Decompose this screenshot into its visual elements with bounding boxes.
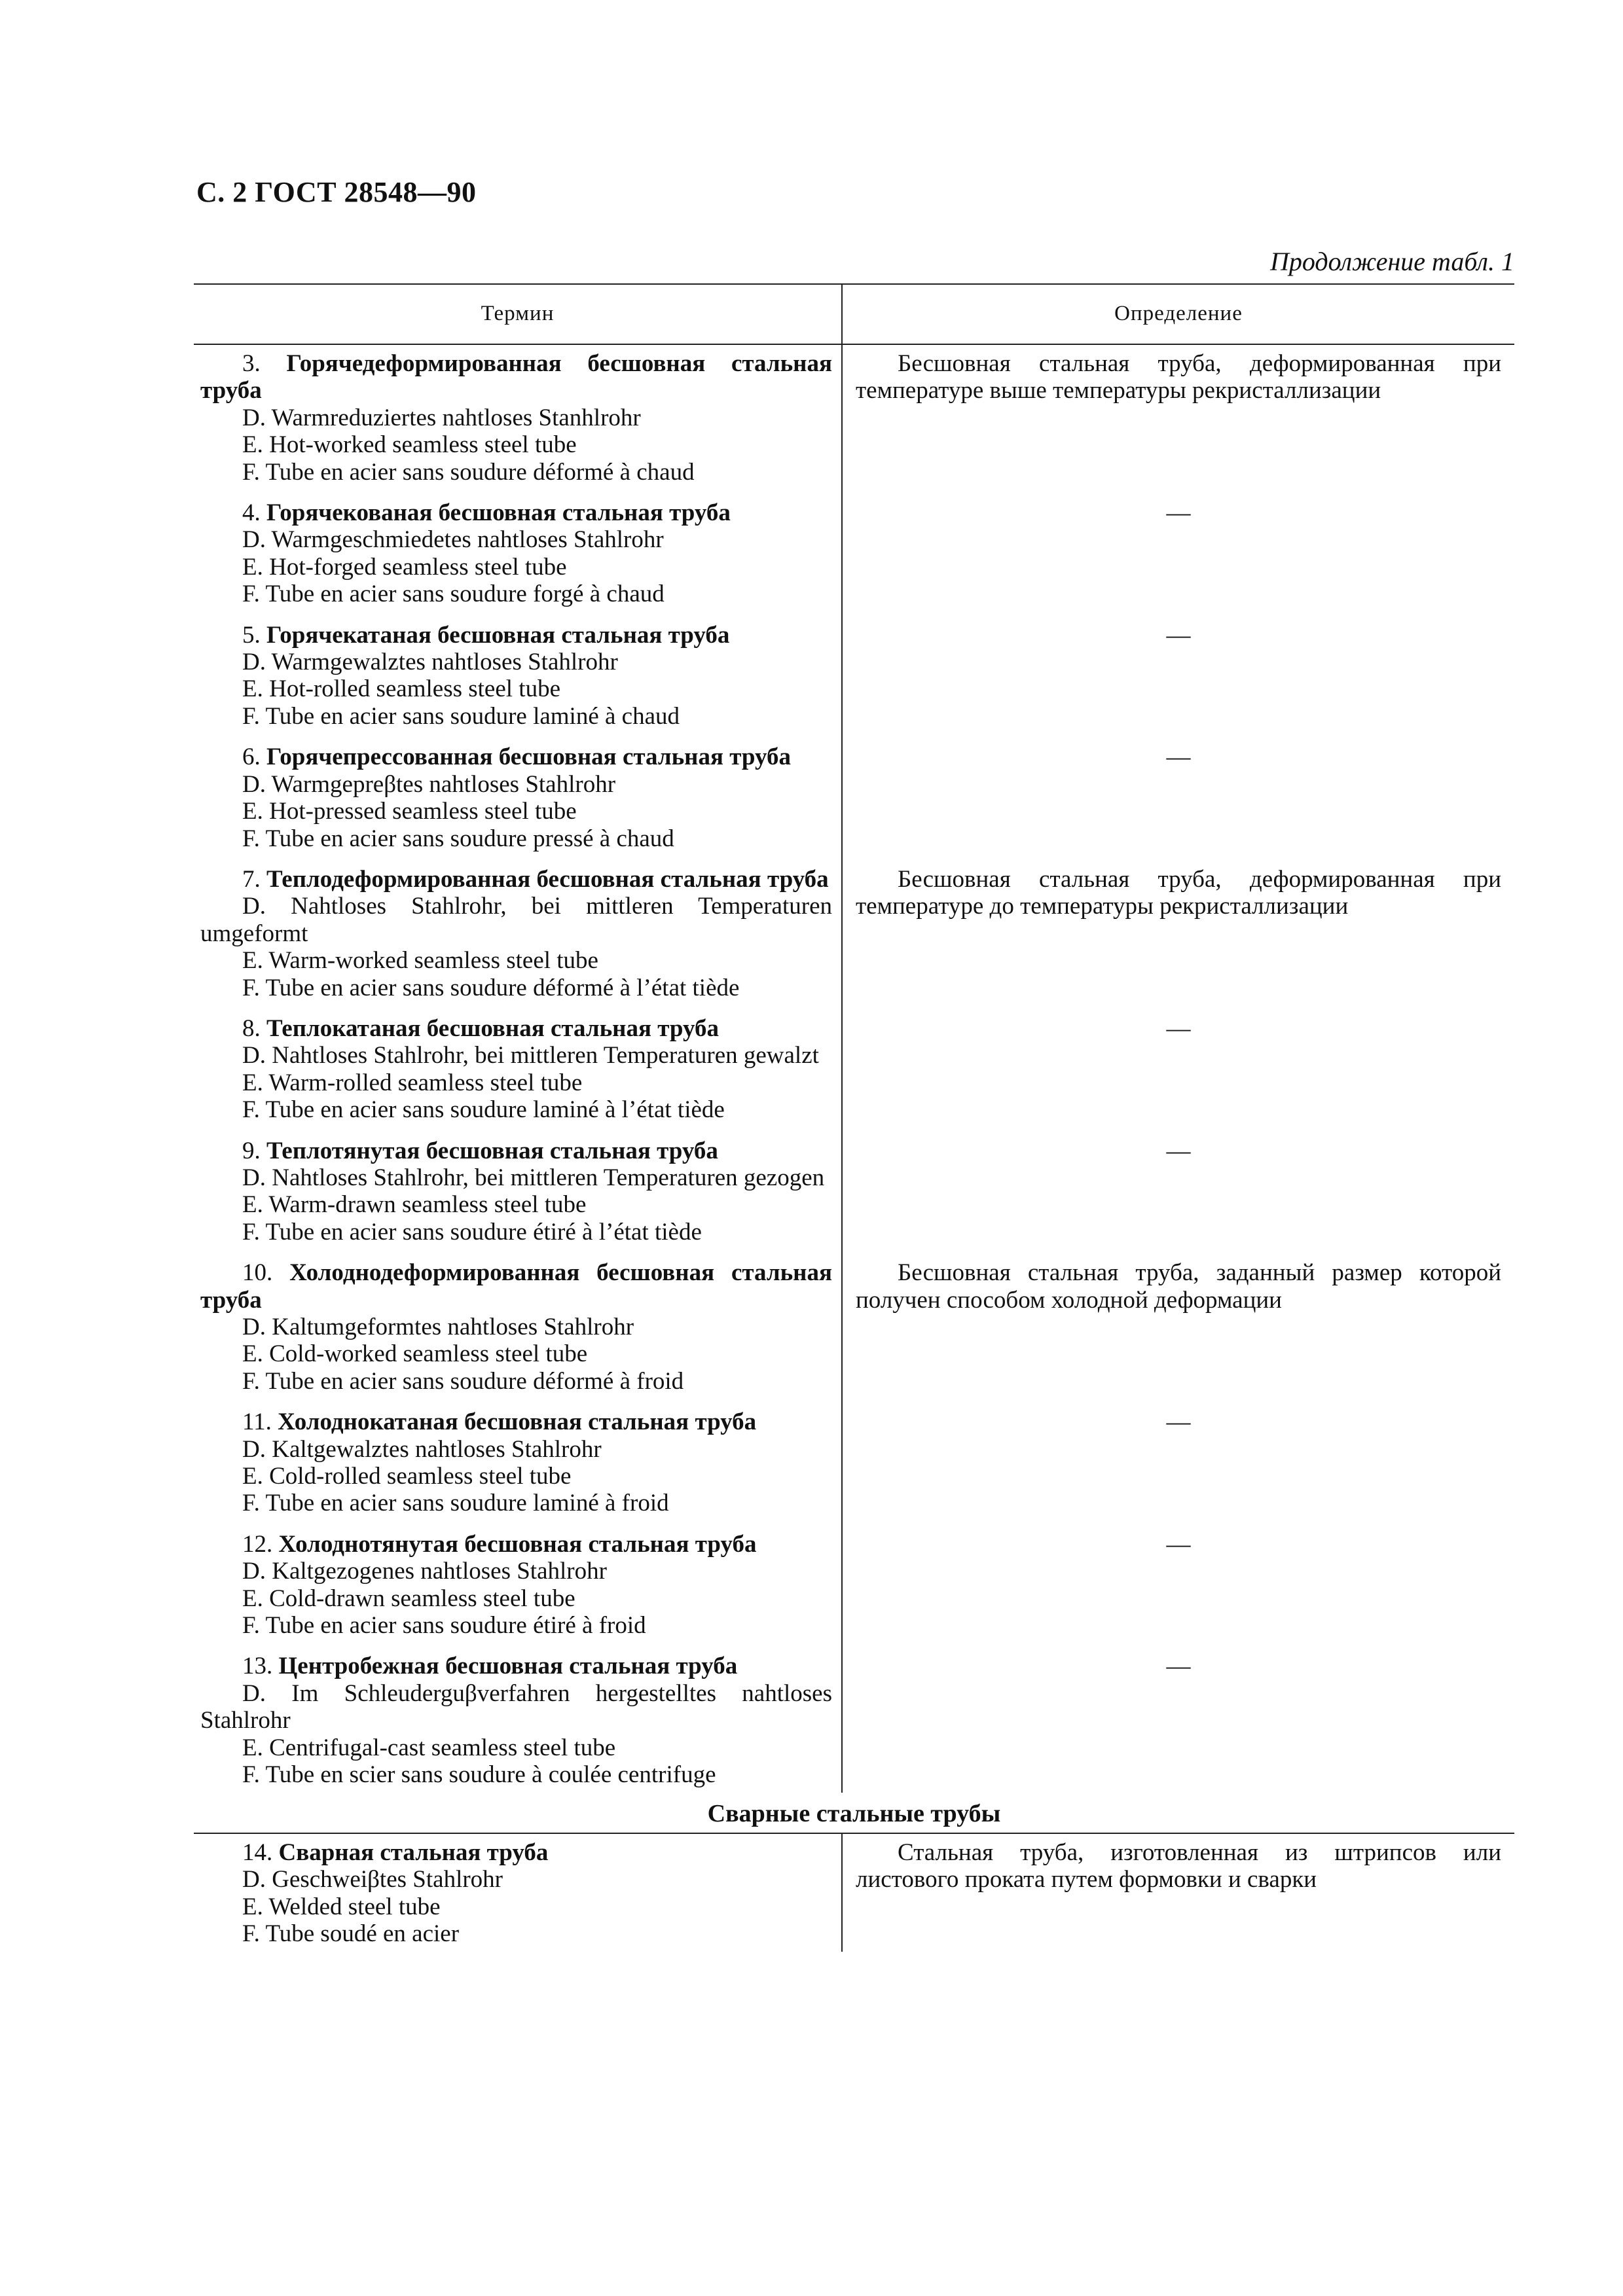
term-fr: F. Tube en acier sans soudure laminé à froid	[242, 1490, 669, 1517]
term-number: 4.	[242, 499, 261, 527]
term-de: D. Im Schleuderguβverfahren hergestelltes nahtloses Stahlrohr	[200, 1679, 832, 1734]
table-header-row	[194, 285, 1514, 345]
term-entry	[200, 1259, 832, 1395]
term-name-ru: Сварная стальная труба	[278, 1839, 549, 1866]
term-ru	[200, 499, 832, 526]
term-en: E. Hot-forged seamless steel tube	[242, 553, 567, 581]
terms-table	[194, 283, 1514, 1952]
term-de: D. Kaltgewalztes nahtloses Stahlrohr	[242, 1435, 602, 1463]
definition-entry	[856, 1531, 1501, 1640]
page-header: С. 2 ГОСТ 28548—90	[196, 176, 477, 208]
term-column	[194, 1834, 843, 1952]
term-column	[194, 345, 843, 1793]
term-number: 7.	[242, 865, 261, 893]
term-name-ru: Теплотянутая бесшовная стальная труба	[266, 1137, 718, 1164]
term-number: 10.	[242, 1259, 273, 1287]
term-de: D. Nahtloses Stahlrohr, bei mittleren Temperaturen gezogen	[242, 1164, 825, 1191]
term-number: 12.	[242, 1530, 273, 1558]
definition-text: —	[1166, 1653, 1191, 1680]
definition-column	[843, 1834, 1514, 1952]
table-continuation-note: Продолжение табл. 1	[1269, 247, 1514, 276]
term-name-ru: Теплодеформированная бесшовная стальная труба	[266, 865, 829, 893]
term-name-ru: Холоднотянутая бесшовная стальная труба	[278, 1530, 757, 1558]
definition-entry	[856, 866, 1501, 1001]
term-fr: F. Tube en acier sans soudure étiré à froid	[242, 1612, 646, 1640]
term-entry	[200, 1653, 832, 1788]
term-name-ru: Горячекатаная бесшовная стальная труба	[266, 621, 730, 649]
term-number: 8.	[242, 1014, 261, 1042]
term-name-ru: Горячепрессованная бесшовная стальная труба	[266, 744, 791, 771]
term-en: E. Hot-rolled seamless steel tube	[242, 675, 561, 703]
term-fr: F. Tube en acier sans soudure déformé à l’état tiède	[242, 974, 740, 1001]
term-ru	[200, 1653, 832, 1679]
term-fr: F. Tube en acier sans soudure pressé à chaud	[242, 825, 674, 852]
definition-text: Бесшовная стальная труба, заданный размер которой получен способом холодной деформации	[856, 1259, 1501, 1314]
term-fr: F. Tube en acier sans soudure étiré à l’état tiède	[242, 1218, 702, 1246]
term-number: 3.	[242, 350, 261, 377]
term-de: D. Warmgeschmiedetes nahtloses Stahlrohr	[242, 526, 664, 554]
term-number: 9.	[242, 1137, 261, 1164]
term-fr: F. Tube en acier sans soudure déformé à froid	[242, 1367, 684, 1395]
term-entry	[200, 1839, 832, 1948]
term-en: E. Hot-pressed seamless steel tube	[242, 798, 577, 825]
term-en: E. Cold-rolled seamless steel tube	[242, 1463, 572, 1490]
term-de: D. Kaltgezogenes nahtloses Stahlrohr	[242, 1558, 607, 1585]
term-entry	[200, 1531, 832, 1640]
definition-entry	[856, 1653, 1501, 1788]
terms-rows	[194, 345, 1514, 1793]
definition-entry	[856, 1839, 1501, 1948]
term-de: D. Warmgewalztes nahtloses Stahlrohr	[242, 649, 618, 676]
term-en: E. Warm-drawn seamless steel tube	[242, 1191, 587, 1219]
term-entry	[200, 1408, 832, 1517]
term-entry	[200, 350, 832, 486]
definition-entry	[856, 1408, 1501, 1517]
term-de: D. Kaltumgeformtes nahtloses Stahlrohr	[242, 1314, 634, 1340]
term-en: E. Cold-worked seamless steel tube	[242, 1340, 588, 1368]
term-number: 14.	[242, 1839, 273, 1866]
term-fr: F. Tube en acier sans soudure déformé à chaud	[242, 458, 695, 486]
term-de: D. Nahtloses Stahlrohr, bei mittleren Temperaturen gewalzt	[242, 1042, 819, 1069]
definition-text: —	[1166, 1014, 1191, 1042]
term-ru	[200, 1839, 832, 1866]
term-name-ru: Центробежная бесшовная стальная труба	[278, 1653, 738, 1680]
term-ru	[200, 350, 832, 404]
term-de: D. Geschweiβtes Stahlrohr	[242, 1866, 503, 1893]
term-fr: F. Tube en acier sans soudure forgé à chaud	[242, 581, 665, 608]
term-entry	[200, 1138, 832, 1246]
term-entry	[200, 622, 832, 730]
term-fr: F. Tube en acier sans soudure laminé à l’état tiède	[242, 1096, 725, 1124]
definition-entry	[856, 350, 1501, 486]
definition-text: —	[1166, 621, 1191, 649]
column-header-definition: Определение	[1114, 302, 1243, 326]
definition-text: Бесшовная стальная труба, деформированная при температуре выше температуры рекристаллизации	[856, 350, 1501, 404]
term-fr: F. Tube soudé en acier	[242, 1920, 460, 1948]
definition-text: —	[1166, 744, 1191, 771]
term-ru	[200, 622, 832, 649]
definition-entry	[856, 1259, 1501, 1395]
term-name-ru: Горячекованая бесшовная стальная труба	[266, 499, 731, 527]
term-ru	[200, 1259, 832, 1314]
term-entry	[200, 744, 832, 852]
term-entry	[200, 1015, 832, 1124]
term-entry	[200, 499, 832, 608]
definition-entry	[856, 1138, 1501, 1246]
term-name-ru: Холоднокатаная бесшовная стальная труба	[278, 1408, 757, 1436]
term-de: D. Nahtloses Stahlrohr, bei mittleren Temperaturen umgeformt	[200, 893, 832, 947]
definition-text: —	[1166, 1137, 1191, 1164]
term-number: 6.	[242, 744, 261, 771]
term-ru	[200, 1531, 832, 1558]
term-fr: F. Tube en scier sans soudure à coulée centrifuge	[242, 1761, 716, 1789]
term-en: E. Welded steel tube	[242, 1893, 441, 1920]
term-entry	[200, 866, 832, 1001]
term-en: E. Hot-worked seamless steel tube	[242, 431, 577, 459]
term-fr: F. Tube en acier sans soudure laminé à chaud	[242, 702, 680, 730]
definition-text: —	[1166, 1408, 1191, 1436]
term-number: 5.	[242, 621, 261, 649]
term-name-ru: Холоднодеформированная бесшовная стальная труба	[200, 1259, 832, 1314]
term-number: 13.	[242, 1653, 273, 1680]
definition-text: —	[1166, 1530, 1191, 1558]
definition-entry	[856, 744, 1501, 852]
term-name-ru: Горячедеформированная бесшовная стальная труба	[200, 350, 832, 404]
definition-entry	[856, 1015, 1501, 1124]
definition-text: —	[1166, 499, 1191, 527]
definition-text: Бесшовная стальная труба, деформированная при температуре до температуры рекристаллизации	[856, 865, 1501, 920]
term-de: D. Warmreduziertes nahtloses Stanhlrohr	[242, 404, 641, 431]
term-en: E. Warm-rolled seamless steel tube	[242, 1069, 583, 1096]
term-en: E. Warm-worked seamless steel tube	[242, 947, 598, 975]
term-ru	[200, 866, 832, 893]
term-en: E. Cold-drawn seamless steel tube	[242, 1585, 575, 1612]
term-de: D. Warmgepreβtes nahtloses Stahlrohr	[242, 770, 616, 798]
term-ru	[200, 1138, 832, 1164]
term-ru	[200, 1015, 832, 1042]
definition-entry	[856, 499, 1501, 608]
definition-entry	[856, 622, 1501, 730]
term-name-ru: Теплокатаная бесшовная стальная труба	[266, 1014, 719, 1042]
section-title: Сварные стальные трубы	[194, 1793, 1514, 1834]
term-number: 11.	[242, 1408, 272, 1436]
definition-text: Стальная труба, изготовленная из штрипсов или листового проката путем формовки и сварки	[856, 1839, 1501, 1893]
term-ru	[200, 744, 832, 770]
term-ru	[200, 1408, 832, 1435]
section-rows	[194, 1834, 1514, 1952]
term-en: E. Centrifugal-cast seamless steel tube	[242, 1734, 616, 1761]
definition-column	[843, 345, 1514, 1793]
column-header-term: Термин	[194, 285, 843, 344]
